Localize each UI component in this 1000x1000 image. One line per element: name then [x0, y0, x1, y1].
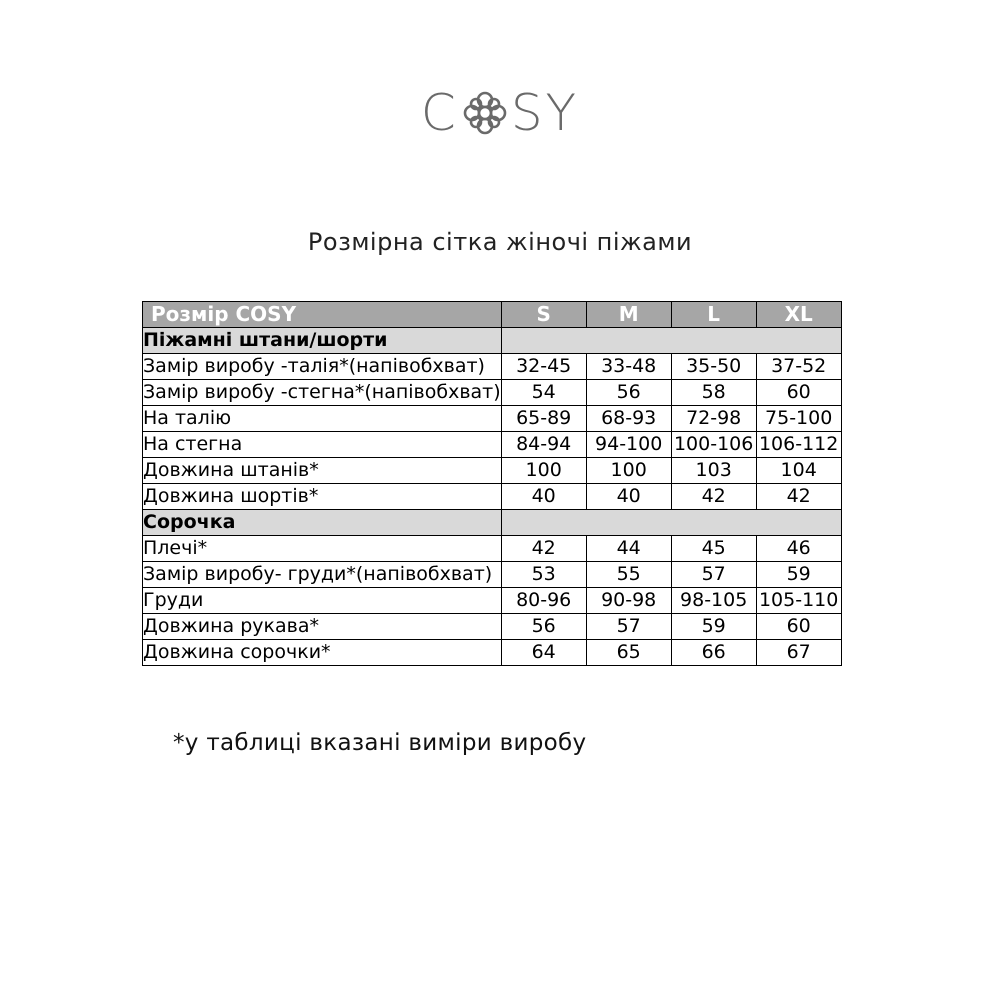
- row-label: Замір виробу- груди*(напівобхват): [143, 562, 502, 588]
- row-value: 40: [501, 484, 586, 510]
- row-value: 37-52: [756, 354, 841, 380]
- row-value: 66: [671, 640, 756, 666]
- brand-logo: [380, 78, 620, 148]
- row-value: 90-98: [586, 588, 671, 614]
- row-label: Довжина штанів*: [143, 458, 502, 484]
- table-row: [143, 380, 842, 406]
- row-value: 54: [501, 380, 586, 406]
- row-label: Довжина рукава*: [143, 614, 502, 640]
- row-value: 75-100: [756, 406, 841, 432]
- row-value: 35-50: [671, 354, 756, 380]
- row-value: 53: [501, 562, 586, 588]
- row-value: 42: [501, 536, 586, 562]
- row-value: 55: [586, 562, 671, 588]
- row-label: Замір виробу -талія*(напівобхват): [143, 354, 502, 380]
- table-row: [143, 354, 842, 380]
- flower-logo-icon: [461, 89, 509, 137]
- row-value: 104: [756, 458, 841, 484]
- row-value: 94-100: [586, 432, 671, 458]
- section-title: Піжамні штани/шорти: [143, 328, 502, 354]
- row-value: 65: [586, 640, 671, 666]
- row-value: 59: [756, 562, 841, 588]
- row-value: 57: [586, 614, 671, 640]
- table-row: [143, 588, 842, 614]
- row-value: 32-45: [501, 354, 586, 380]
- row-value: 100-106: [671, 432, 756, 458]
- table-row: [143, 640, 842, 666]
- row-value: 40: [586, 484, 671, 510]
- section-blank: [501, 510, 841, 536]
- section-title: Сорочка: [143, 510, 502, 536]
- header-size-xl: XL: [756, 302, 841, 328]
- row-label: Замір виробу -стегна*(напівобхват): [143, 380, 502, 406]
- header-size-label: Розмір COSY: [143, 302, 502, 328]
- row-value: 80-96: [501, 588, 586, 614]
- header-size-l: L: [671, 302, 756, 328]
- row-value: 45: [671, 536, 756, 562]
- row-value: 44: [586, 536, 671, 562]
- table-row: [143, 536, 842, 562]
- row-value: 59: [671, 614, 756, 640]
- row-value: 33-48: [586, 354, 671, 380]
- row-value: 67: [756, 640, 841, 666]
- row-value: 46: [756, 536, 841, 562]
- row-value: 98-105: [671, 588, 756, 614]
- row-value: 105-110: [756, 588, 841, 614]
- row-label: Плечі*: [143, 536, 502, 562]
- footnote: *у таблиці вказані виміри виробу: [173, 730, 587, 756]
- row-value: 103: [671, 458, 756, 484]
- row-value: 56: [586, 380, 671, 406]
- header-size-s: S: [501, 302, 586, 328]
- table-row: [143, 614, 842, 640]
- row-value: 106-112: [756, 432, 841, 458]
- row-value: 84-94: [501, 432, 586, 458]
- row-label: Довжина сорочки*: [143, 640, 502, 666]
- logo-letters-sy: SY: [510, 84, 580, 142]
- table-row: [143, 484, 842, 510]
- section-blank: [501, 328, 841, 354]
- table-row: [143, 406, 842, 432]
- row-value: 42: [671, 484, 756, 510]
- row-value: 57: [671, 562, 756, 588]
- logo-letter-c: C: [420, 84, 459, 142]
- table-row: [143, 432, 842, 458]
- header-size-m: M: [586, 302, 671, 328]
- size-chart-table: [142, 301, 842, 666]
- row-value: 68-93: [586, 406, 671, 432]
- row-value: 64: [501, 640, 586, 666]
- row-value: 72-98: [671, 406, 756, 432]
- table-header-row: [143, 302, 842, 328]
- row-value: 58: [671, 380, 756, 406]
- row-value: 65-89: [501, 406, 586, 432]
- row-value: 60: [756, 380, 841, 406]
- row-value: 60: [756, 614, 841, 640]
- table-row: [143, 562, 842, 588]
- section-row: [143, 328, 842, 354]
- row-label: На стегна: [143, 432, 502, 458]
- row-value: 100: [501, 458, 586, 484]
- row-label: Довжина шортів*: [143, 484, 502, 510]
- row-label: На талію: [143, 406, 502, 432]
- page-title: Розмірна сітка жіночі піжами: [307, 228, 693, 256]
- row-value: 42: [756, 484, 841, 510]
- section-row: [143, 510, 842, 536]
- row-value: 56: [501, 614, 586, 640]
- table-row: [143, 458, 842, 484]
- row-label: Груди: [143, 588, 502, 614]
- row-value: 100: [586, 458, 671, 484]
